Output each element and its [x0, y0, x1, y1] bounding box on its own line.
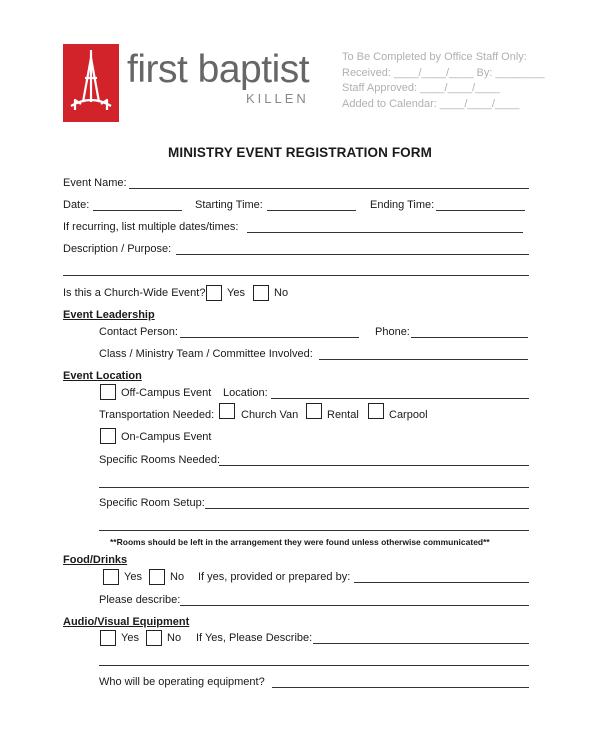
av-heading: Audio/Visual Equipment	[63, 616, 190, 628]
office-approved: Staff Approved: ____/____/____	[342, 82, 500, 94]
room-setup-field[interactable]	[205, 508, 529, 509]
av-operating-field[interactable]	[272, 687, 529, 688]
on-campus-label: On-Campus Event	[121, 431, 212, 443]
date-label: Date:	[63, 199, 90, 211]
event-name-field[interactable]	[129, 188, 529, 189]
food-provided-label: If yes, provided or prepared by:	[198, 571, 351, 583]
rooms-needed-field-line-2[interactable]	[99, 487, 529, 488]
recurring-label: If recurring, list multiple dates/times:	[63, 221, 239, 233]
av-yes-label: Yes	[121, 632, 139, 644]
class-team-field[interactable]	[319, 359, 528, 360]
phone-field[interactable]	[411, 337, 528, 338]
location-label: Location:	[223, 387, 268, 399]
class-team-label: Class / Ministry Team / Committee Involved:	[99, 348, 313, 360]
off-campus-label: Off-Campus Event	[121, 387, 212, 399]
logo-subtitle: KILLEN	[246, 91, 309, 106]
food-describe-label: Please describe:	[99, 594, 181, 606]
church-steeple-icon	[63, 44, 119, 122]
church-wide-label: Is this a Church-Wide Event?	[63, 287, 206, 299]
date-field[interactable]	[93, 210, 182, 211]
food-heading: Food/Drinks	[63, 554, 128, 566]
leadership-heading: Event Leadership	[63, 309, 155, 321]
av-operating-label: Who will be operating equipment?	[99, 676, 265, 688]
av-describe-field[interactable]	[313, 643, 529, 644]
event-name-label: Event Name:	[63, 177, 127, 189]
carpool-checkbox[interactable]	[368, 403, 384, 419]
office-use-block	[342, 50, 544, 112]
church-wide-yes-checkbox[interactable]	[206, 285, 222, 301]
church-wide-no-label: No	[274, 287, 289, 299]
rental-checkbox[interactable]	[306, 403, 322, 419]
contact-person-label: Contact Person:	[99, 326, 178, 338]
church-wide-no-checkbox[interactable]	[253, 285, 269, 301]
on-campus-checkbox[interactable]	[100, 428, 116, 444]
food-yes-checkbox[interactable]	[103, 569, 119, 585]
food-yes-label: Yes	[124, 571, 142, 583]
food-no-label: No	[170, 571, 185, 583]
logo-mark	[63, 44, 119, 122]
description-field-line-2[interactable]	[63, 275, 529, 276]
church-wide-yes-label: Yes	[227, 287, 245, 299]
av-no-checkbox[interactable]	[146, 630, 162, 646]
transport-label: Transportation Needed:	[99, 409, 215, 421]
church-van-checkbox[interactable]	[219, 403, 235, 419]
av-no-label: No	[167, 632, 182, 644]
rooms-needed-field[interactable]	[219, 465, 529, 466]
food-describe-field[interactable]	[180, 605, 529, 606]
rental-label: Rental	[327, 409, 359, 421]
off-campus-checkbox[interactable]	[100, 384, 116, 400]
location-field[interactable]	[271, 398, 529, 399]
description-label: Description / Purpose:	[63, 243, 172, 255]
office-received: Received: ____/____/____ By: ________	[342, 66, 545, 79]
office-heading: To Be Completed by Office Staff Only:	[342, 51, 527, 63]
logo-name: first baptist	[127, 48, 310, 91]
recurring-field[interactable]	[247, 232, 523, 233]
starting-time-field[interactable]	[267, 210, 356, 211]
phone-label: Phone:	[375, 326, 410, 338]
description-field[interactable]	[176, 254, 529, 255]
av-yes-checkbox[interactable]	[100, 630, 116, 646]
starting-time-label: Starting Time:	[195, 199, 263, 211]
ending-time-field[interactable]	[436, 210, 525, 211]
food-provided-field[interactable]	[354, 582, 529, 583]
church-van-label: Church Van	[241, 409, 299, 421]
location-heading: Event Location	[63, 370, 142, 382]
form-title: MINISTRY EVENT REGISTRATION FORM	[168, 145, 432, 160]
ending-time-label: Ending Time:	[370, 199, 435, 211]
food-no-checkbox[interactable]	[149, 569, 165, 585]
room-setup-field-line-2[interactable]	[99, 530, 529, 531]
carpool-label: Carpool	[389, 409, 428, 421]
av-describe-label: If Yes, Please Describe:	[196, 632, 313, 644]
av-describe-field-line-2[interactable]	[99, 665, 529, 666]
room-setup-label: Specific Room Setup:	[99, 497, 205, 509]
rooms-needed-label: Specific Rooms Needed:	[99, 454, 221, 466]
contact-person-field[interactable]	[180, 337, 359, 338]
rooms-note: **Rooms should be left in the arrangement they were found unless otherwise communicated**	[110, 537, 490, 547]
office-calendar: Added to Calendar: ____/____/____	[342, 97, 520, 110]
